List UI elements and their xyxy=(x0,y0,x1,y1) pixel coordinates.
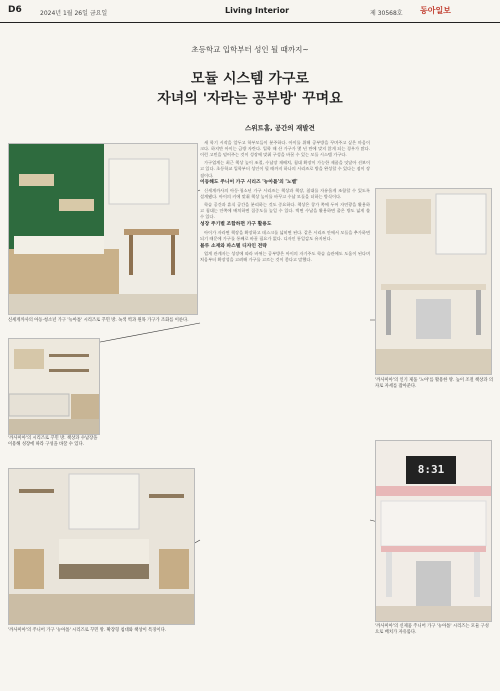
photo-bedroom xyxy=(8,468,195,625)
body-paragraph: 가구업계는 최근 책상 높이 조절, 수납장 재배치, 침대 확장이 가능한 제품을 잇달아 선보이고 있다. 초등학교 입학부터 성인이 될 때까지 하나의 시리즈로 방을 완성할 수 있다는 점이 장점이다. xyxy=(200,160,370,178)
body-paragraph: 새 학기 시작을 앞두고 학부모들이 분주하다. 아이를 위해 공부방을 꾸며주고 싶은 마음이 크다. 하지만 아이는 금방 자란다. 입학 때 산 가구가 몇 년 만에 맞지 않게 되는 경우가 많다. 이런 고민을 덜어주는 것이 성장에 맞춰 구성을 바꿀 수 있는 모듈 시스템 가구다. xyxy=(200,140,370,158)
subheading: 성장 주기별 조합하면 가구 활용도 xyxy=(200,221,272,227)
subheading: 블루 소재와 파스텔 디자인 전략 xyxy=(200,243,267,249)
photo-caption: '까사미아'의 시리즈로 꾸민 방. 책상과 수납장을 이용해 성장에 따라 구성을 바꿀 수 있다. xyxy=(8,436,98,447)
photo-caption: '까사미아'의 주니어 가구 '뉴아틀' 시리즈로 꾸민 방. 확장형 침대와 책상이 특징이다. xyxy=(8,628,167,633)
room-illustration xyxy=(9,469,194,624)
photo-caption: '까사미아'의 신제품 주니어 가구 '뉴아틀' 시리즈는 모듈 구성으로 배치가 자유롭다. xyxy=(375,624,489,635)
photo-study-room xyxy=(8,338,100,435)
article-body xyxy=(200,140,370,685)
clock-display: 8:31 xyxy=(417,463,445,476)
column-byline: 스위트홈, 공간의 재발견 xyxy=(245,124,315,132)
body-paragraph: 아이가 자라면 책장을 확장하고 데스크를 넓히면 된다. 같은 시리즈 안에서 모듈을 추가하면 되기 때문에 가구를 통째로 바꿀 필요가 없다. 디자인 통일감도 유지된다. xyxy=(200,229,370,241)
room-illustration xyxy=(9,144,197,314)
headline-line-2: 자녀의 '자라는 공부방' 꾸며요 xyxy=(157,91,343,107)
body-paragraph: 신세계까사의 아동·청소년 가구 시리즈는 책상과 책장, 침대를 자유롭게 조합할 수 있도록 설계됐다. 아이의 키에 맞춰 책상 높이를 바꾸고 수납 모듈을 더하는 방식이다. xyxy=(200,187,370,200)
issue-date: 2024년 1월 26일 금요일 xyxy=(40,10,108,17)
body-paragraph: 학습 공간과 휴식 공간을 분리하는 것도 중요하다. 책상은 창가 쪽에 두어 자연광을 활용하고 침대는 안쪽에 배치하면 집중도를 높일 수 있다. 벽면 수납을 활용하면 좁은 방도 넓게 쓸 수 있다. xyxy=(200,201,370,220)
photo-green-room xyxy=(8,143,198,315)
body-paragraph: 업계 관계자는 성장에 따라 바뀌는 공부방은 아이의 자기주도 학습 습관에도 도움이 된다며 처음부터 확장성을 고려해 가구를 고르는 것이 좋다고 말했다. xyxy=(200,251,370,263)
photo-pink-desk xyxy=(375,440,492,622)
headline-kicker: 초등학교 입학부터 성인 될 때까지~ xyxy=(191,45,309,54)
photo-caption: 신세계까사의 아동·청소년 가구 '뉴아틀' 시리즈로 꾸민 방. 녹색 벽과 원목 가구가 조화를 이룬다. xyxy=(8,318,189,323)
section-title: Living Interior xyxy=(225,6,290,15)
room-illustration xyxy=(376,189,491,374)
photo-desk-room xyxy=(375,188,492,375)
photo-caption: '까사미아'의 인기 제품 '노아'를 활용한 방. 높이 조절 책상과 의자로 자세를 잡아준다. xyxy=(375,378,494,389)
newspaper-logo: 동아일보 xyxy=(420,5,451,15)
headline-line-1: 모듈 시스템 가구로 xyxy=(191,71,309,87)
issue-number: 제 30568호 xyxy=(370,10,403,17)
page-number: D6 xyxy=(8,5,22,15)
subheading: 이동해도 주니어 가구 시리즈 '뉴아틀'의 '노밸' xyxy=(200,180,298,186)
room-illustration xyxy=(9,339,99,434)
